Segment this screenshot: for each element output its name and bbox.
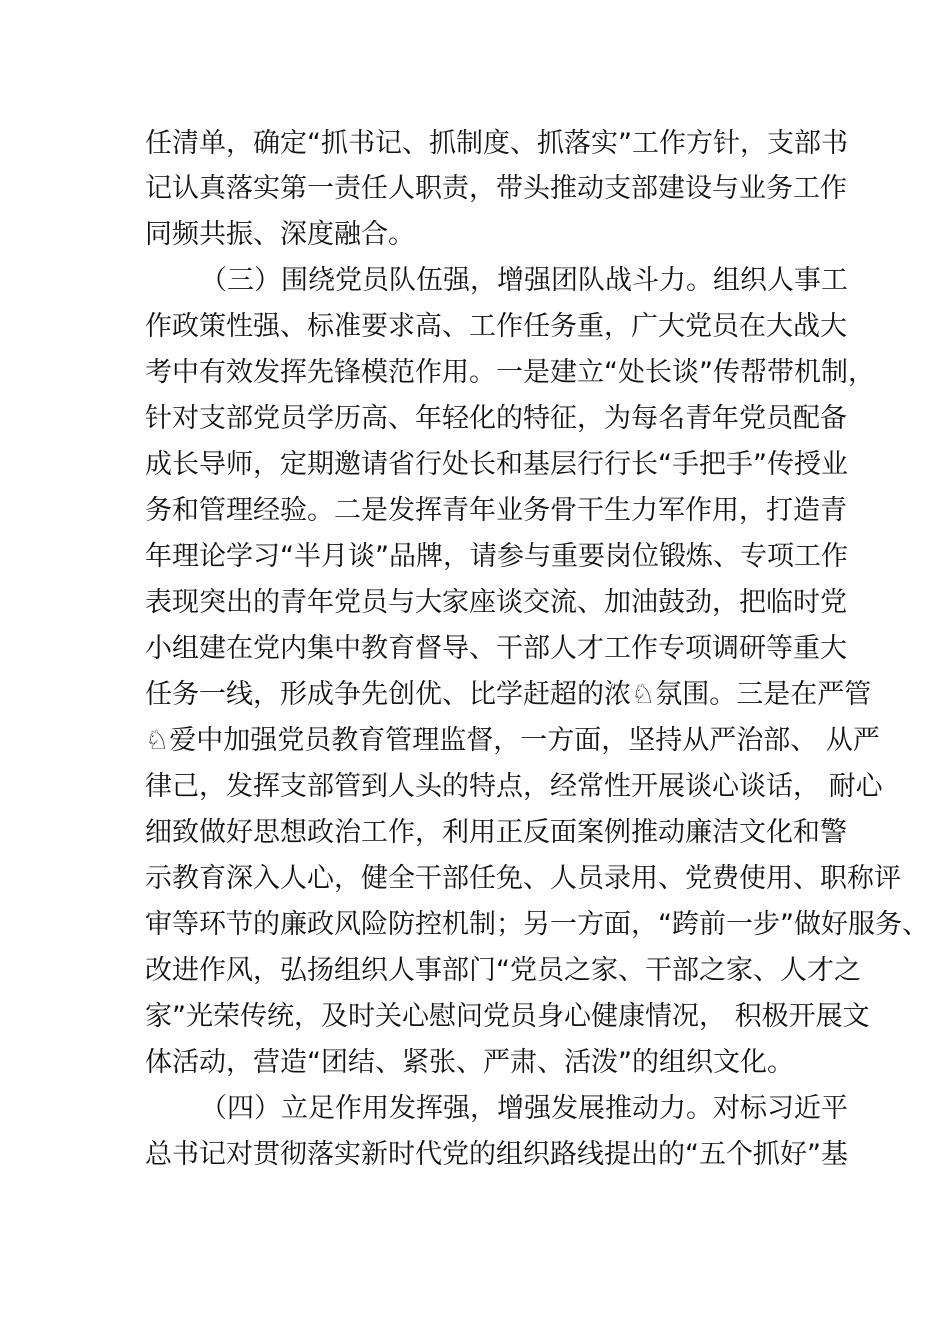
text-line: 记认真落实第一责任人职责，带头推动支部建设与业务工作 xyxy=(145,173,847,204)
text-line: 考中有效发挥先锋模范作用。一是建立“处长谈”传帮带机制， xyxy=(145,357,875,388)
text-line: 示教育深入人心，健全干部任免、人员录用、党费使用、职称评 xyxy=(145,863,901,894)
text-line: 表现突出的青年党员与大家座谈交流、加油鼓劲，把临时党 xyxy=(145,587,847,618)
paragraph-heading-3: （三）围绕党员队伍强，增强团队战斗力。组织人事工 xyxy=(200,265,848,296)
text-line: 成长导师，定期邀请省行处长和基层行行长“手把手”传授业 xyxy=(145,449,848,480)
text-line: 任清单，确定“抓书记、抓制度、抓落实”工作方针，支部书 xyxy=(145,128,848,159)
text-line: 审等环节的廉政风险防控机制；另一方面，“跨前一步”做好服务、 xyxy=(145,909,929,940)
paragraph-heading-4: （四）立足作用发挥强，增强发展推动力。对标习近平 xyxy=(200,1093,848,1124)
text-line: 任务一线，形成争先创优、比学赶超的浓♘氛围。三是在严管 xyxy=(145,679,872,710)
text-line: 务和管理经验。二是发挥青年业务骨干生力军作用，打造青 xyxy=(145,495,847,526)
text-line: 总书记对贯彻落实新时代党的组织路线提出的“五个抓好”基 xyxy=(145,1139,848,1170)
text-line: 针对支部党员学历高、年轻化的特征，为每名青年党员配备 xyxy=(145,403,847,434)
text-line: 作政策性强、标准要求高、工作任务重，广大党员在大战大 xyxy=(145,311,847,342)
text-line: 同频共振、深度融合。 xyxy=(145,219,415,250)
text-line: 年理论学习“半月谈”品牌，请参与重要岗位锻炼、专项工作 xyxy=(145,541,848,572)
text-line: 小组建在党内集中教育督导、干部人才工作专项调研等重大 xyxy=(145,633,847,664)
text-line: 家”光荣传统，及时关心慰问党员身心健康情况， 积极开展文 xyxy=(145,1001,870,1032)
text-line: 细致做好思想政治工作，利用正反面案例推动廉洁文化和警 xyxy=(145,817,847,848)
text-line: ♘爱中加强党员教育管理监督，一方面，坚持从严治部、 从严 xyxy=(145,725,880,756)
text-line: 改进作风，弘扬组织人事部门“党员之家、干部之家、人才之 xyxy=(145,955,861,986)
text-line: 律己，发挥支部管到人头的特点，经常性开展谈心谈话， 耐心 xyxy=(145,771,883,802)
text-line: 体活动，营造“团结、紧张、严肃、活泼”的组织文化。 xyxy=(145,1047,794,1078)
